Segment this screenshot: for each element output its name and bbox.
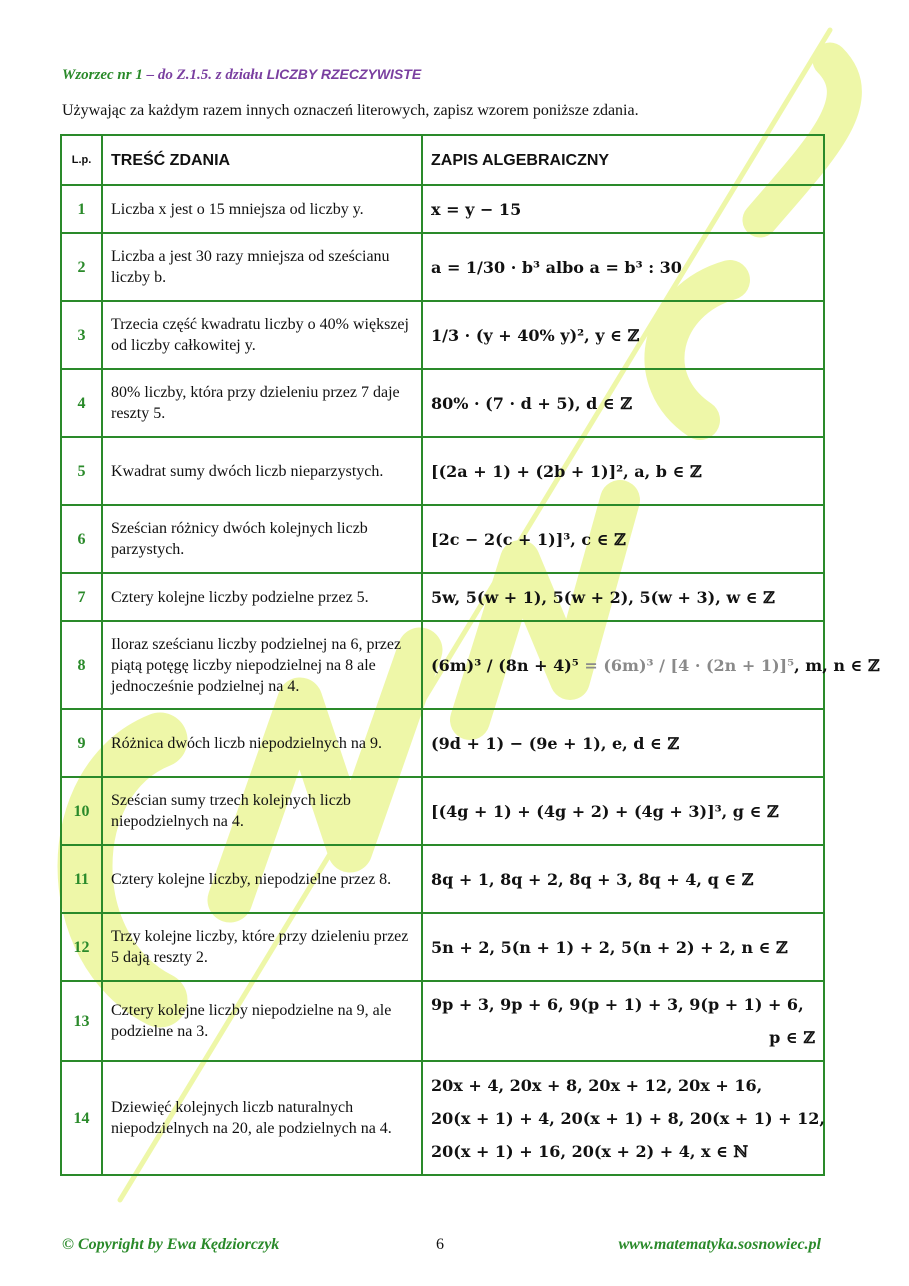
row-text: Liczba x jest o 15 mniejsza od liczby y. bbox=[102, 185, 422, 233]
table-row bbox=[61, 777, 824, 845]
row-number: 14 bbox=[61, 1061, 102, 1175]
header-task-code: Z.1.5. bbox=[176, 67, 213, 83]
row-number: 2 bbox=[61, 233, 102, 301]
footer-website-link[interactable]: www.matematyka.sosnowiec.pl bbox=[618, 1236, 821, 1253]
row-text: Cztery kolejne liczby niepodzielne na 9, ale podzielne na 3. bbox=[102, 981, 422, 1061]
table-row bbox=[61, 185, 824, 233]
row-text: Iloraz sześcianu liczby podzielnej na 6, przez piątą potęgę liczby niepodzielnej na 8 ale jednocześnie podzielnej na 4. bbox=[102, 621, 422, 709]
header-pattern-number: Wzorzec nr 1 bbox=[62, 67, 143, 83]
row-number: 5 bbox=[61, 437, 102, 505]
formula-line: 20(x + 1) + 4, 20(x + 1) + 8, 20(x + 1) + 12, bbox=[431, 1108, 825, 1128]
row-text: Cztery kolejne liczby podzielne przez 5. bbox=[102, 573, 422, 621]
column-header-lp: L.p. bbox=[61, 135, 102, 185]
table-header-row bbox=[61, 135, 824, 185]
row-formula: 80% · (7 · d + 5), d ∈ ℤ bbox=[422, 369, 824, 437]
row-number: 13 bbox=[61, 981, 102, 1061]
header-dash: – do bbox=[142, 67, 177, 83]
row-text: Sześcian różnicy dwóch kolejnych liczb parzystych. bbox=[102, 505, 422, 573]
header-section-name: LICZBY RZECZYWISTE bbox=[266, 66, 422, 82]
row-formula: [2c − 2(c + 1)]³, c ∈ ℤ bbox=[422, 505, 824, 573]
header-section-prefix: z działu bbox=[212, 67, 267, 83]
row-number: 6 bbox=[61, 505, 102, 573]
row-text: Dziewięć kolejnych liczb naturalnych niepodzielnych na 20, ale podzielnych na 4. bbox=[102, 1061, 422, 1175]
row-number: 10 bbox=[61, 777, 102, 845]
row-number: 4 bbox=[61, 369, 102, 437]
table-row bbox=[61, 233, 824, 301]
formula-line: 9p + 3, 9p + 6, 9(p + 1) + 3, 9(p + 1) + 6, bbox=[431, 995, 804, 1014]
row-number: 1 bbox=[61, 185, 102, 233]
formula-line: p ∈ ℤ bbox=[769, 1028, 815, 1047]
table-row bbox=[61, 505, 824, 573]
row-formula: [(4g + 1) + (4g + 2) + (4g + 3)]³, g ∈ ℤ bbox=[422, 777, 824, 845]
row-formula: [(2a + 1) + (2b + 1)]², a, b ∈ ℤ bbox=[422, 437, 824, 505]
footer-page-number: 6 bbox=[436, 1236, 444, 1253]
row-number: 12 bbox=[61, 913, 102, 981]
footer-copyright: © Copyright by Ewa Kędziorczyk bbox=[62, 1236, 280, 1253]
column-header-formula: ZAPIS ALGEBRAICZNY bbox=[422, 135, 824, 185]
formula-alternative: = (6m)³ / [4 · (2n + 1)]⁵ bbox=[584, 655, 795, 675]
formula-line: 20(x + 1) + 16, 20(x + 2) + 4, x ∈ ℕ bbox=[431, 1141, 749, 1161]
row-number: 8 bbox=[61, 621, 102, 709]
table-row bbox=[61, 301, 824, 369]
row-text: Trzy kolejne liczby, które przy dzieleniu przez 5 dają reszty 2. bbox=[102, 913, 422, 981]
row-formula: 5n + 2, 5(n + 1) + 2, 5(n + 2) + 2, n ∈ ℤ bbox=[422, 913, 824, 981]
row-formula: 1/3 · (y + 40% y)², y ∈ ℤ bbox=[422, 301, 824, 369]
row-number: 11 bbox=[61, 845, 102, 913]
formula-line: 20x + 4, 20x + 8, 20x + 12, 20x + 16, bbox=[431, 1075, 763, 1095]
table-row bbox=[61, 913, 824, 981]
row-text: Liczba a jest 30 razy mniejsza od sześcianu liczby b. bbox=[102, 233, 422, 301]
column-header-text: TREŚĆ ZDANIA bbox=[102, 135, 422, 185]
table-row bbox=[61, 845, 824, 913]
table-row bbox=[61, 369, 824, 437]
row-formula: x = y − 15 bbox=[422, 185, 824, 233]
row-number: 9 bbox=[61, 709, 102, 777]
instruction-text: Używając za każdym razem innych oznaczeń literowych, zapisz wzorem poniższe zdania. bbox=[62, 102, 639, 119]
table-row bbox=[61, 621, 824, 709]
row-text: 80% liczby, która przy dzieleniu przez 7 daje reszty 5. bbox=[102, 369, 422, 437]
table-row bbox=[61, 981, 824, 1061]
document-header bbox=[62, 66, 421, 84]
table-row bbox=[61, 573, 824, 621]
formula-tail: , m, n ∈ ℤ bbox=[794, 655, 880, 675]
row-formula bbox=[422, 621, 880, 709]
table-row bbox=[61, 709, 824, 777]
row-number: 3 bbox=[61, 301, 102, 369]
row-text: Sześcian sumy trzech kolejnych liczb niepodzielnych na 4. bbox=[102, 777, 422, 845]
row-text: Cztery kolejne liczby, niepodzielne przez 8. bbox=[102, 845, 422, 913]
exercise-table bbox=[60, 134, 880, 1176]
row-formula: (9d + 1) − (9e + 1), e, d ∈ ℤ bbox=[422, 709, 824, 777]
row-formula bbox=[422, 1061, 824, 1175]
row-text: Kwadrat sumy dwóch liczb nieparzystych. bbox=[102, 437, 422, 505]
row-text: Różnica dwóch liczb niepodzielnych na 9. bbox=[102, 709, 422, 777]
row-text: Trzecia część kwadratu liczby o 40% większej od liczby całkowitej y. bbox=[102, 301, 422, 369]
row-formula: a = 1/30 · b³ albo a = b³ : 30 bbox=[422, 233, 824, 301]
formula-main: (6m)³ / (8n + 4)⁵ bbox=[431, 655, 579, 675]
table-row bbox=[61, 1061, 824, 1175]
row-formula bbox=[422, 981, 824, 1061]
row-formula: 5w, 5(w + 1), 5(w + 2), 5(w + 3), w ∈ ℤ bbox=[422, 573, 824, 621]
row-formula: 8q + 1, 8q + 2, 8q + 3, 8q + 4, q ∈ ℤ bbox=[422, 845, 824, 913]
table-row bbox=[61, 437, 824, 505]
row-number: 7 bbox=[61, 573, 102, 621]
